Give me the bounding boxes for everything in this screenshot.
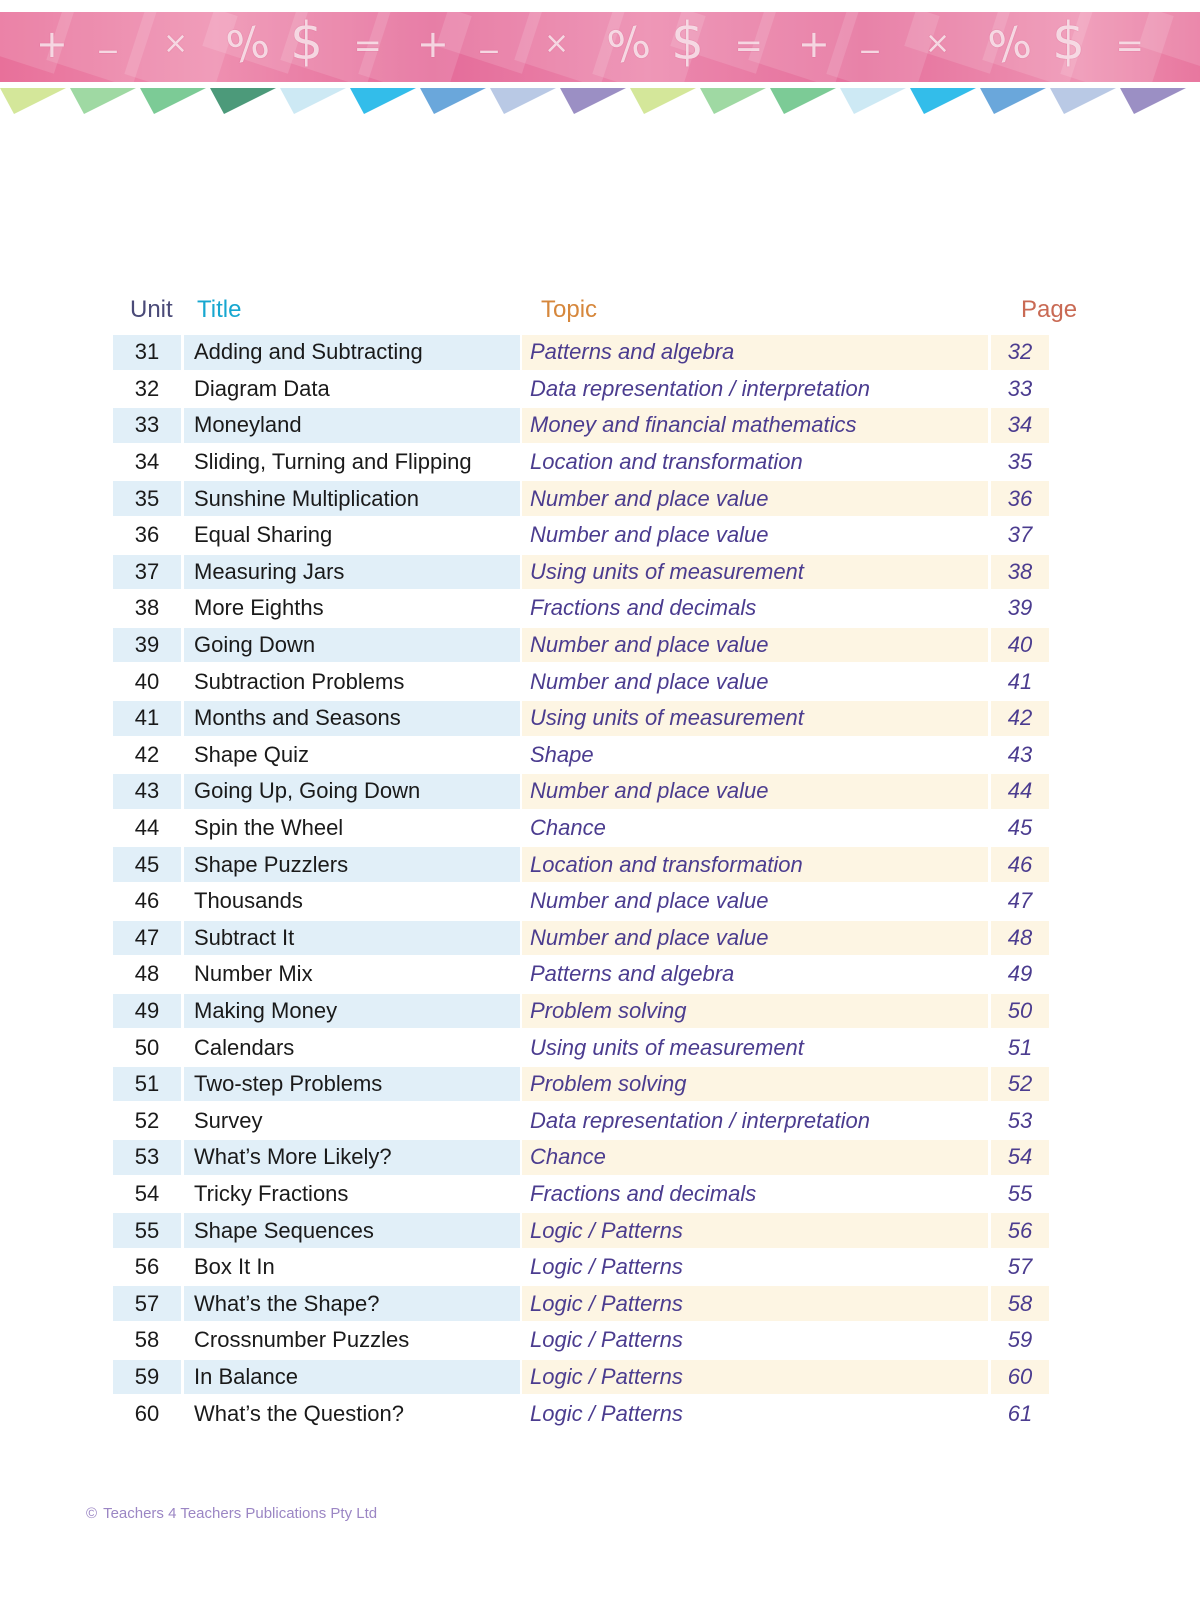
equals-icon: = xyxy=(734,26,763,66)
unit-number: 51 xyxy=(113,1067,181,1102)
unit-topic: Logic / Patterns xyxy=(522,1286,988,1321)
minus-icon: _ xyxy=(861,14,879,54)
unit-number: 52 xyxy=(134,1107,160,1133)
table-row xyxy=(113,1212,1073,1249)
footer-text: Teachers 4 Teachers Publications Pty Ltd xyxy=(103,1505,378,1522)
table-row xyxy=(113,700,1073,737)
page-number: 52 xyxy=(991,1067,1049,1102)
table-row xyxy=(113,1176,1073,1213)
dollar-icon: $ xyxy=(290,12,324,72)
table-row xyxy=(113,773,1073,810)
page-number: 41 xyxy=(1007,668,1033,694)
unit-title: Subtraction Problems xyxy=(194,668,405,694)
unit-topic: Logic / Patterns xyxy=(522,1213,988,1248)
unit-number: 40 xyxy=(134,668,160,694)
table-body xyxy=(113,334,1073,1432)
unit-number: 53 xyxy=(113,1140,181,1175)
table-row xyxy=(113,444,1073,481)
page-number: 60 xyxy=(991,1360,1049,1395)
bunting-flag xyxy=(1050,88,1116,114)
table-row xyxy=(113,1139,1073,1176)
percent-icon: % xyxy=(983,16,1036,75)
unit-topic: Logic / Patterns xyxy=(530,1327,683,1353)
table-row xyxy=(113,737,1073,774)
bunting-flag xyxy=(840,88,906,114)
unit-title: Calendars xyxy=(194,1034,295,1060)
unit-number: 56 xyxy=(134,1254,160,1280)
unit-number: 35 xyxy=(113,481,181,516)
unit-topic: Number and place value xyxy=(522,628,988,663)
unit-title: In Balance xyxy=(184,1360,520,1395)
page-number: 35 xyxy=(1007,449,1033,475)
page-number: 46 xyxy=(991,847,1049,882)
unit-title: Going Down xyxy=(184,628,520,663)
unit-number: 60 xyxy=(134,1400,160,1426)
copyright-icon: © xyxy=(86,1505,98,1522)
page-number: 45 xyxy=(1007,815,1033,841)
unit-topic: Chance xyxy=(530,815,606,841)
page-number: 39 xyxy=(1007,595,1033,621)
page-number: 51 xyxy=(1007,1034,1033,1060)
unit-number: 42 xyxy=(134,741,160,767)
table-row xyxy=(113,334,1073,371)
header-banner xyxy=(0,12,1200,82)
unit-title: Number Mix xyxy=(194,961,313,987)
unit-topic: Patterns and algebra xyxy=(530,961,735,987)
unit-title: Diagram Data xyxy=(194,375,330,401)
unit-topic: Using units of measurement xyxy=(530,1034,804,1060)
table-row xyxy=(113,1029,1073,1066)
unit-number: 34 xyxy=(134,449,160,475)
page-number: 47 xyxy=(1007,888,1033,914)
unit-topic: Using units of measurement xyxy=(522,555,988,590)
page-number: 42 xyxy=(991,701,1049,736)
unit-number: 31 xyxy=(113,335,181,370)
plus-icon: + xyxy=(36,22,68,66)
unit-number: 59 xyxy=(113,1360,181,1395)
unit-number: 45 xyxy=(113,847,181,882)
unit-title: Shape Quiz xyxy=(194,741,309,767)
unit-title: More Eighths xyxy=(194,595,324,621)
unit-number: 54 xyxy=(134,1180,160,1206)
unit-number: 49 xyxy=(113,994,181,1029)
unit-title: Thousands xyxy=(194,888,303,914)
bunting-flag xyxy=(560,88,626,114)
page-number: 49 xyxy=(1007,961,1033,987)
bunting-flag xyxy=(980,88,1046,114)
table-row xyxy=(113,1285,1073,1322)
unit-title: Equal Sharing xyxy=(194,522,333,548)
times-icon: × xyxy=(163,26,189,61)
unit-number: 41 xyxy=(113,701,181,736)
header-page: Page xyxy=(1021,296,1078,323)
plus-icon: + xyxy=(798,22,830,66)
unit-number: 47 xyxy=(113,921,181,956)
table-row xyxy=(113,810,1073,847)
unit-topic: Problem solving xyxy=(522,1067,988,1102)
contents-table xyxy=(113,290,1078,1432)
bunting-flags xyxy=(0,88,1200,118)
unit-title: What’s More Likely? xyxy=(184,1140,520,1175)
table-row xyxy=(113,663,1073,700)
unit-topic: Fractions and decimals xyxy=(530,1180,757,1206)
page-number: 55 xyxy=(1007,1180,1033,1206)
unit-topic: Data representation / interpretation xyxy=(530,375,870,401)
unit-title: Measuring Jars xyxy=(184,555,520,590)
unit-topic: Number and place value xyxy=(522,481,988,516)
page-number: 32 xyxy=(991,335,1049,370)
page-number: 43 xyxy=(1007,741,1033,767)
table-row xyxy=(113,993,1073,1030)
bunting-flag xyxy=(280,88,346,114)
table-row xyxy=(113,1395,1073,1432)
unit-number: 46 xyxy=(134,888,160,914)
table-row xyxy=(113,1249,1073,1286)
unit-topic: Number and place value xyxy=(530,668,769,694)
unit-number: 50 xyxy=(134,1034,160,1060)
page-number: 44 xyxy=(991,774,1049,809)
page-number: 36 xyxy=(991,481,1049,516)
percent-icon: % xyxy=(221,16,274,75)
bunting-flag xyxy=(700,88,766,114)
unit-number: 57 xyxy=(113,1286,181,1321)
bunting-flag xyxy=(140,88,206,114)
percent-icon: % xyxy=(602,16,655,75)
table-row xyxy=(113,883,1073,920)
table-row xyxy=(113,371,1073,408)
page-number: 58 xyxy=(991,1286,1049,1321)
unit-title: Shape Puzzlers xyxy=(184,847,520,882)
unit-topic: Fractions and decimals xyxy=(530,595,757,621)
bunting-flag xyxy=(0,88,66,114)
times-icon: × xyxy=(925,26,951,61)
page-number: 38 xyxy=(991,555,1049,590)
page-number: 34 xyxy=(991,408,1049,443)
equals-icon: = xyxy=(353,26,382,66)
plus-icon: + xyxy=(417,22,449,66)
table-row xyxy=(113,1066,1073,1103)
unit-title: Sunshine Multiplication xyxy=(184,481,520,516)
unit-number: 55 xyxy=(113,1213,181,1248)
page-number: 54 xyxy=(991,1140,1049,1175)
unit-topic: Money and financial mathematics xyxy=(522,408,988,443)
unit-title: Box It In xyxy=(194,1254,275,1280)
table-row xyxy=(113,1322,1073,1359)
page-number: 53 xyxy=(1007,1107,1033,1133)
header-title: Title xyxy=(197,296,242,323)
unit-number: 37 xyxy=(113,555,181,590)
dollar-icon: $ xyxy=(1052,12,1086,72)
unit-number: 33 xyxy=(113,408,181,443)
unit-topic: Logic / Patterns xyxy=(530,1400,683,1426)
bunting-flag xyxy=(420,88,486,114)
unit-title: Moneyland xyxy=(184,408,520,443)
table-header xyxy=(113,290,1078,328)
unit-title: Crossnumber Puzzles xyxy=(194,1327,410,1353)
unit-topic: Number and place value xyxy=(522,774,988,809)
table-row xyxy=(113,627,1073,664)
unit-topic: Shape xyxy=(530,741,594,767)
unit-number: 32 xyxy=(134,375,160,401)
page-number: 40 xyxy=(991,628,1049,663)
page-number: 50 xyxy=(991,994,1049,1029)
table-row xyxy=(113,480,1073,517)
unit-number: 58 xyxy=(134,1327,160,1353)
table-row xyxy=(113,517,1073,554)
equals-icon: = xyxy=(1115,26,1144,66)
bunting-flag xyxy=(770,88,836,114)
page-number: 33 xyxy=(1007,375,1033,401)
unit-topic: Chance xyxy=(522,1140,988,1175)
bunting-flag xyxy=(210,88,276,114)
unit-title: Two-step Problems xyxy=(184,1067,520,1102)
unit-number: 39 xyxy=(113,628,181,663)
minus-icon: _ xyxy=(480,14,498,54)
unit-title: Tricky Fractions xyxy=(194,1180,349,1206)
unit-title: Going Up, Going Down xyxy=(184,774,520,809)
unit-topic: Number and place value xyxy=(522,921,988,956)
unit-number: 43 xyxy=(113,774,181,809)
table-row xyxy=(113,846,1073,883)
unit-topic: Number and place value xyxy=(530,888,769,914)
bunting-flag xyxy=(70,88,136,114)
table-row xyxy=(113,1359,1073,1396)
page-number: 59 xyxy=(1007,1327,1033,1353)
dollar-icon: $ xyxy=(671,12,705,72)
unit-number: 44 xyxy=(134,815,160,841)
bunting-flag xyxy=(350,88,416,114)
unit-topic: Logic / Patterns xyxy=(530,1254,683,1280)
unit-title: Survey xyxy=(194,1107,263,1133)
unit-title: Subtract It xyxy=(184,921,520,956)
unit-title: Making Money xyxy=(184,994,520,1029)
unit-title: Sliding, Turning and Flipping xyxy=(194,449,472,475)
unit-number: 36 xyxy=(134,522,160,548)
unit-title: Months and Seasons xyxy=(184,701,520,736)
unit-topic: Location and transformation xyxy=(522,847,988,882)
copyright-footer xyxy=(86,1505,377,1522)
table-row xyxy=(113,1102,1073,1139)
unit-topic: Number and place value xyxy=(530,522,769,548)
header-topic: Topic xyxy=(541,296,598,323)
unit-topic: Data representation / interpretation xyxy=(530,1107,870,1133)
table-row xyxy=(113,956,1073,993)
minus-icon: _ xyxy=(99,14,117,54)
unit-number: 38 xyxy=(134,595,160,621)
header-unit: Unit xyxy=(130,296,173,323)
unit-number: 48 xyxy=(134,961,160,987)
table-row xyxy=(113,590,1073,627)
unit-title: What’s the Shape? xyxy=(184,1286,520,1321)
table-row xyxy=(113,554,1073,591)
bunting-flag xyxy=(1120,88,1186,114)
unit-topic: Patterns and algebra xyxy=(522,335,988,370)
unit-title: Spin the Wheel xyxy=(194,815,344,841)
table-row xyxy=(113,407,1073,444)
page-number: 61 xyxy=(1007,1400,1033,1426)
unit-topic: Problem solving xyxy=(522,994,988,1029)
page-number: 57 xyxy=(1007,1254,1033,1280)
unit-title: What’s the Question? xyxy=(194,1400,404,1426)
page-number: 37 xyxy=(1007,522,1033,548)
table-row xyxy=(113,920,1073,957)
bunting-flag xyxy=(630,88,696,114)
page-number: 56 xyxy=(991,1213,1049,1248)
unit-title: Adding and Subtracting xyxy=(184,335,520,370)
bunting-flag xyxy=(490,88,556,114)
unit-topic: Logic / Patterns xyxy=(522,1360,988,1395)
unit-topic: Location and transformation xyxy=(530,449,803,475)
unit-title: Shape Sequences xyxy=(184,1213,520,1248)
page-number: 48 xyxy=(991,921,1049,956)
unit-topic: Using units of measurement xyxy=(522,701,988,736)
bunting-flag xyxy=(910,88,976,114)
times-icon: × xyxy=(544,26,570,61)
